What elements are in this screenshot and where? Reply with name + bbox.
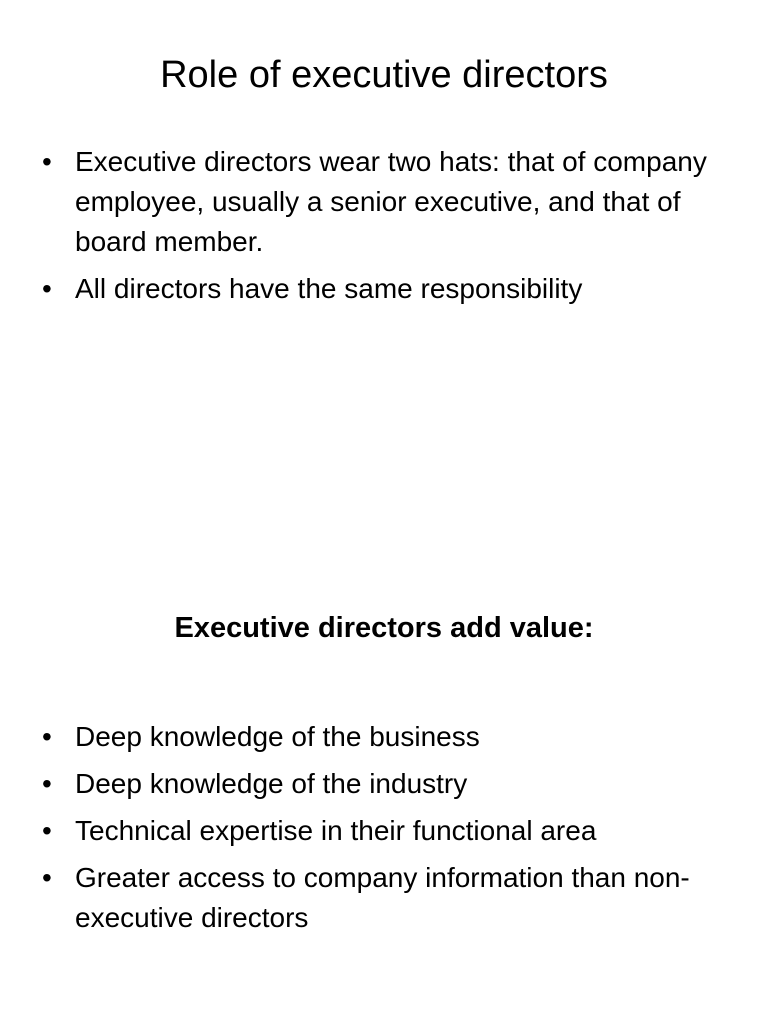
list-item [0, 717, 768, 757]
bullet-text: Deep knowledge of the business [75, 721, 480, 752]
bullet-icon: • [42, 768, 52, 799]
slide-title: Role of executive directors [160, 54, 608, 96]
list-item [0, 142, 768, 262]
value-bullet-list [0, 717, 768, 945]
bullet-text: Technical expertise in their functional area [75, 815, 597, 846]
list-item [0, 764, 768, 804]
bullet-text: Deep knowledge of the industry [75, 768, 468, 799]
bullet-icon: • [42, 815, 52, 846]
bullet-text: Greater access to company information than non-executive directors [75, 862, 690, 933]
bullet-text: Executive directors wear two hats: that of company employee, usually a senior executive, and that of board member. [75, 146, 707, 257]
bullet-icon: • [42, 146, 52, 177]
section-subheading: Executive directors add value: [174, 612, 594, 644]
list-item [0, 811, 768, 851]
bullet-icon: • [42, 273, 52, 304]
bullet-icon: • [42, 862, 52, 893]
intro-bullet-list [0, 142, 768, 316]
list-item [0, 269, 768, 309]
bullet-icon: • [42, 721, 52, 752]
list-item [0, 858, 768, 938]
bullet-text: All directors have the same responsibility [75, 273, 583, 304]
